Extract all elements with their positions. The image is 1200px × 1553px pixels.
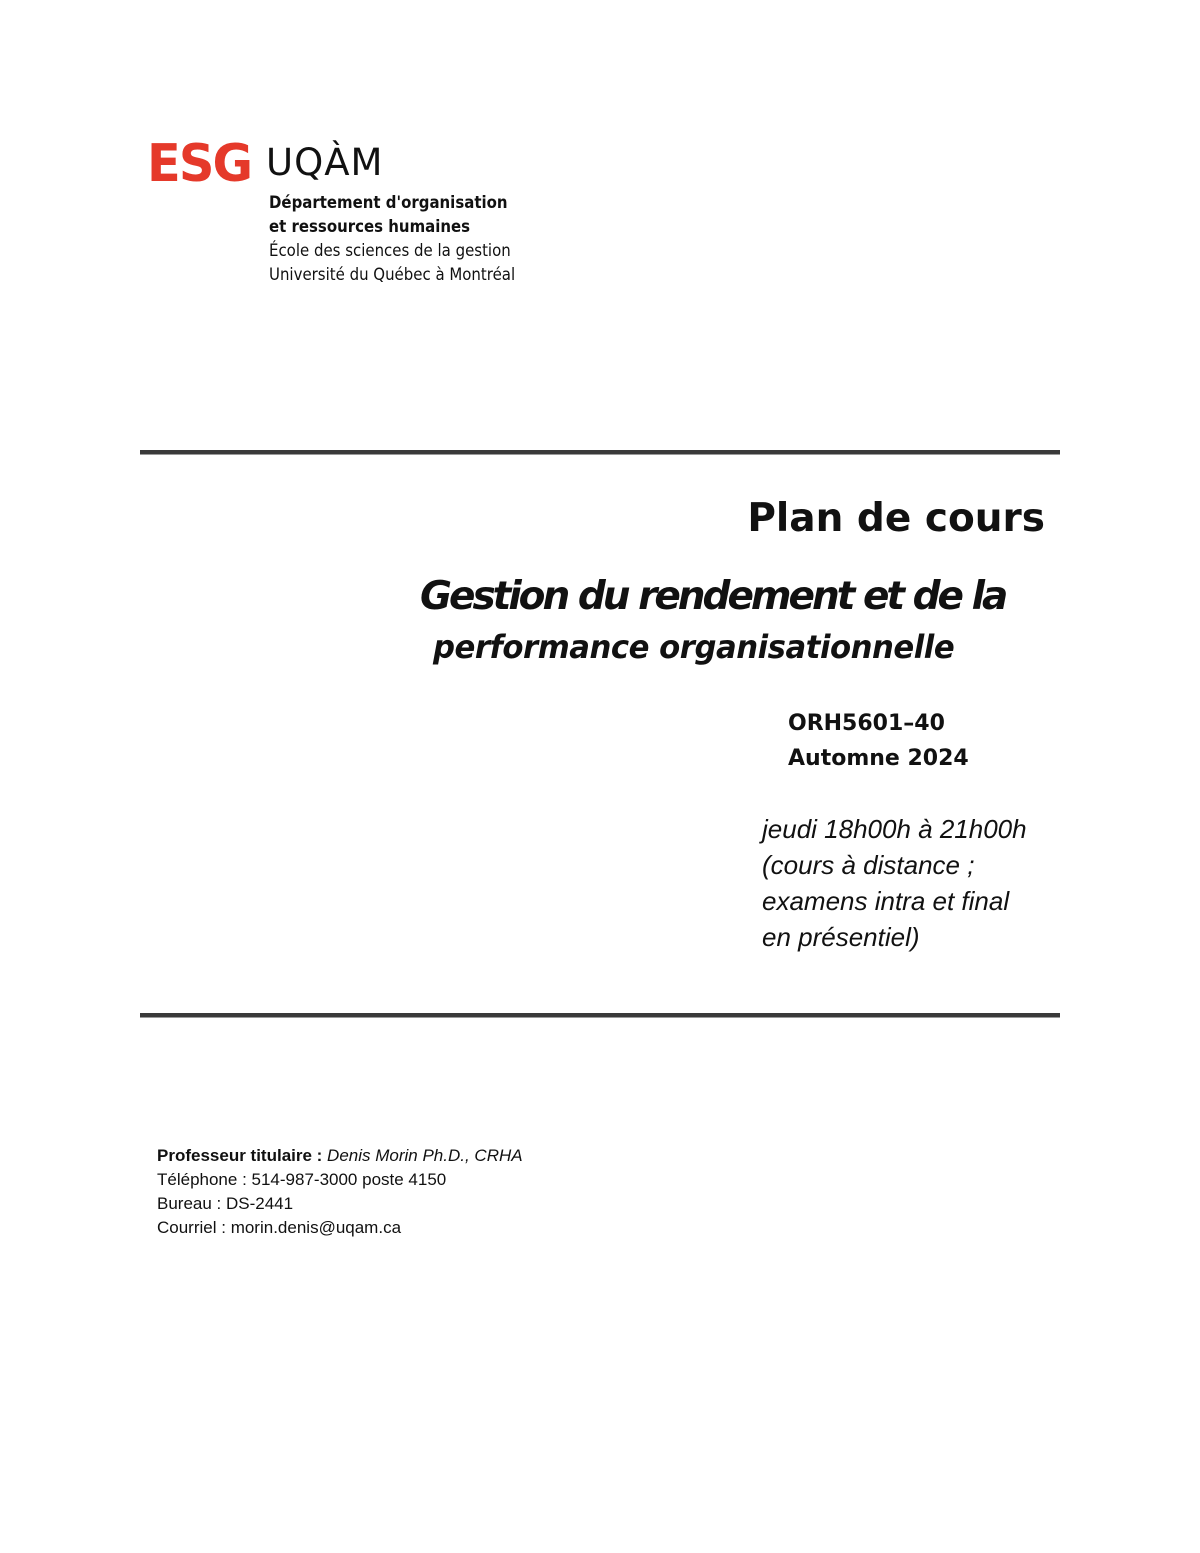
course-title-line1: Gestion du rendement et de la xyxy=(420,574,1006,619)
department-name-line1: Département d'organisation xyxy=(269,193,508,213)
bottom-divider xyxy=(140,1013,1060,1018)
office-line xyxy=(157,1192,293,1216)
office-label: Bureau : xyxy=(157,1194,222,1213)
email-label: Courriel : xyxy=(157,1218,226,1237)
schedule-line2: (cours à distance ; xyxy=(762,850,975,880)
schedule-line3: examens intra et final xyxy=(762,886,1010,916)
course-title-line2: performance organisationnelle xyxy=(433,628,955,666)
course-code: ORH5601–40 xyxy=(788,711,945,736)
schedule-line1: jeudi 18h00h à 21h00h xyxy=(762,814,1027,844)
esg-logo: ESG xyxy=(147,134,252,194)
course-session: Automne 2024 xyxy=(788,746,969,771)
schedule-line4: en présentiel) xyxy=(762,922,920,952)
professor-name: Denis Morin Ph.D., CRHA xyxy=(322,1146,523,1165)
office-value: DS-2441 xyxy=(221,1194,294,1213)
top-divider xyxy=(140,450,1060,455)
page-title: Plan de cours xyxy=(747,496,1045,541)
email-value: morin.denis@uqam.ca xyxy=(225,1218,402,1237)
phone-line xyxy=(157,1168,446,1192)
uqam-logo: UQÀM xyxy=(266,141,384,184)
department-name-line2: et ressources humaines xyxy=(269,217,471,237)
phone-value: 514-987-3000 poste 4150 xyxy=(246,1170,447,1189)
school-name: École des sciences de la gestion xyxy=(269,241,511,261)
phone-label: Téléphone : xyxy=(157,1170,247,1189)
university-name: Université du Québec à Montréal xyxy=(269,265,516,285)
professor-label: Professeur titulaire : xyxy=(157,1146,323,1165)
professor-line xyxy=(157,1144,523,1168)
email-line xyxy=(157,1216,401,1240)
